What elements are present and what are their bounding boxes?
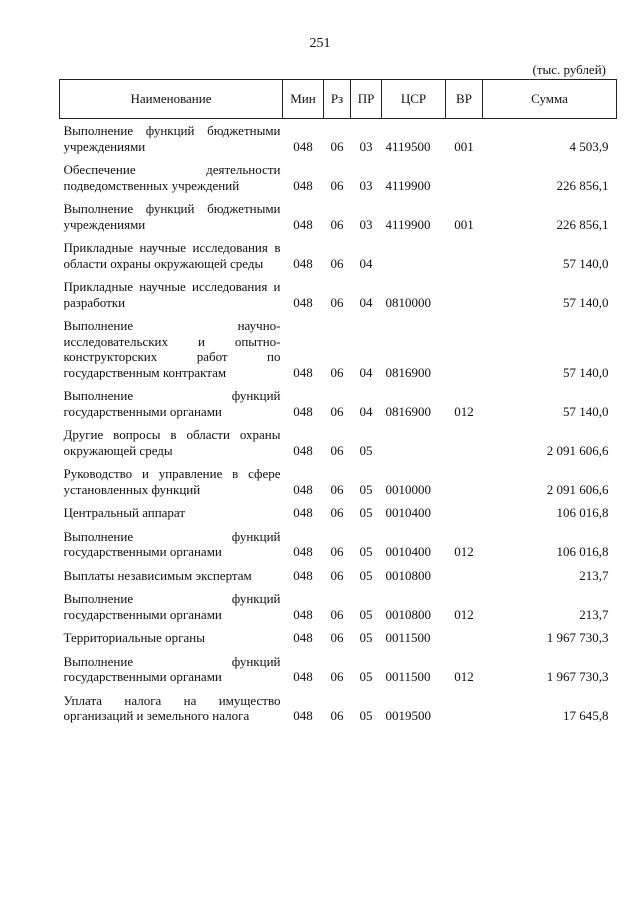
table-row (60, 591, 617, 630)
cell-rz: 06 (330, 505, 344, 520)
cell-csr: 4119900 (385, 216, 431, 232)
cell-min: 048 (293, 505, 313, 520)
cell-name: Обеспечение деятельности подведомственных учреждений (63, 162, 281, 193)
cell-csr: 0816900 (385, 364, 431, 380)
cell-pr: 05 (359, 442, 373, 458)
cell-vr (446, 466, 483, 505)
header-name: Наименование (60, 80, 283, 119)
cell-rz: 06 (330, 669, 344, 684)
cell-sum: 2 091 606,6 (546, 481, 609, 497)
cell-min: 048 (293, 708, 313, 723)
cell-rz: 06 (330, 364, 344, 380)
cell-vr (446, 505, 483, 529)
cell-sum: 1 967 730,3 (546, 630, 609, 645)
cell-rz: 06 (330, 567, 344, 583)
cell-csr: 0010000 (385, 481, 431, 497)
cell-vr (446, 279, 483, 318)
cell-pr: 05 (359, 505, 373, 520)
cell-sum: 213,7 (579, 606, 609, 622)
cell-vr (446, 693, 483, 732)
cell-name: Выполнение функций государственными органами (63, 528, 281, 559)
cell-name: Прикладные научные исследования и разработки (63, 279, 281, 310)
cell-csr (382, 427, 446, 466)
cell-min: 048 (293, 403, 313, 419)
cell-csr: 4119500 (385, 138, 431, 154)
table-row (60, 505, 617, 529)
cell-csr: 0816900 (385, 403, 431, 419)
table-row (60, 654, 617, 693)
cell-name: Выполнение научно-исследовательских и опытно-конструкторских работ по государственным контрактам (63, 318, 281, 380)
cell-pr: 03 (359, 138, 373, 154)
cell-rz: 06 (330, 403, 344, 419)
page-number: 251 (309, 36, 331, 51)
cell-csr: 0010400 (385, 505, 431, 520)
cell-vr: 012 (454, 606, 474, 622)
cell-pr: 04 (359, 294, 373, 310)
cell-rz: 06 (330, 138, 344, 154)
table-row (60, 529, 617, 568)
cell-min: 048 (293, 567, 313, 583)
cell-pr: 05 (359, 708, 373, 723)
cell-rz: 06 (330, 544, 344, 559)
cell-rz: 06 (330, 630, 344, 645)
cell-min: 048 (293, 177, 313, 193)
table-header (60, 80, 617, 119)
table-row (60, 568, 617, 592)
cell-pr: 05 (359, 544, 373, 559)
cell-pr: 03 (359, 177, 373, 193)
cell-min: 048 (293, 481, 313, 497)
cell-rz: 06 (330, 708, 344, 723)
cell-vr (446, 240, 483, 279)
cell-rz: 06 (330, 606, 344, 622)
cell-sum: 57 140,0 (563, 364, 609, 380)
cell-vr (446, 630, 483, 654)
cell-name: Выполнение функций государственными органами (63, 591, 281, 622)
cell-vr (446, 568, 483, 592)
cell-sum: 226 856,1 (556, 216, 609, 232)
cell-pr: 05 (359, 606, 373, 622)
cell-pr: 05 (359, 567, 373, 583)
cell-csr: 0019500 (385, 708, 431, 723)
units-label: (тыс. рублей) (532, 62, 606, 77)
cell-name: Выполнение функций государственными органами (63, 388, 281, 419)
cell-name: Другие вопросы в области охраны окружающей среды (63, 427, 281, 458)
cell-min: 048 (293, 669, 313, 684)
cell-sum: 106 016,8 (556, 544, 609, 559)
cell-name: Уплата налога на имущество организаций и земельного налога (63, 692, 281, 723)
header-sum: Сумма (483, 80, 617, 119)
cell-sum: 106 016,8 (556, 505, 609, 520)
cell-name: Территориальные органы (63, 630, 205, 645)
cell-rz: 06 (330, 442, 344, 458)
cell-csr: 0010400 (385, 544, 431, 559)
table-row (60, 427, 617, 466)
table-row (60, 466, 617, 505)
header-vr: ВР (446, 80, 483, 119)
header-min: Мин (283, 80, 324, 119)
cell-name: Выплаты независимым экспертам (63, 567, 252, 583)
cell-pr: 04 (359, 403, 373, 419)
cell-sum: 57 140,0 (563, 294, 609, 310)
cell-name: Прикладные научные исследования в области охраны окружающей среды (63, 240, 281, 271)
cell-min: 048 (293, 606, 313, 622)
table-row (60, 119, 617, 163)
cell-min: 048 (293, 294, 313, 310)
table-row (60, 162, 617, 201)
cell-csr: 0010800 (385, 567, 431, 583)
cell-pr: 05 (359, 669, 373, 684)
header-row (60, 80, 617, 119)
cell-min: 048 (293, 442, 313, 458)
table-body (60, 119, 617, 732)
cell-sum: 57 140,0 (563, 403, 609, 419)
cell-sum: 17 645,8 (563, 708, 609, 723)
cell-vr (446, 318, 483, 388)
table-row (60, 201, 617, 240)
cell-sum: 226 856,1 (556, 177, 609, 193)
cell-sum: 4 503,9 (569, 138, 609, 154)
cell-vr: 012 (454, 669, 474, 684)
cell-min: 048 (293, 630, 313, 645)
cell-csr (382, 240, 446, 279)
cell-min: 048 (293, 216, 313, 232)
cell-csr: 4119900 (385, 177, 431, 193)
cell-vr: 001 (454, 216, 474, 232)
cell-name: Выполнение функций государственными органами (63, 653, 281, 684)
cell-name: Выполнение функций бюджетными учреждениями (63, 201, 281, 232)
table-row (60, 240, 617, 279)
table-row (60, 630, 617, 654)
cell-sum: 1 967 730,3 (546, 669, 609, 684)
cell-sum: 213,7 (579, 567, 609, 583)
cell-min: 048 (293, 138, 313, 154)
cell-csr: 0810000 (385, 294, 431, 310)
cell-rz: 06 (330, 294, 344, 310)
table-row (60, 388, 617, 427)
header-rz: Рз (324, 80, 351, 119)
cell-pr: 03 (359, 216, 373, 232)
cell-rz: 06 (330, 177, 344, 193)
cell-name: Выполнение функций бюджетными учреждениями (63, 123, 281, 154)
cell-vr (446, 162, 483, 201)
cell-vr: 012 (454, 544, 474, 559)
cell-rz: 06 (330, 216, 344, 232)
header-pr: ПР (351, 80, 382, 119)
table-row (60, 318, 617, 388)
cell-pr: 04 (359, 364, 373, 380)
cell-pr: 05 (359, 630, 373, 645)
cell-name: Центральный аппарат (63, 505, 186, 520)
cell-rz: 06 (330, 481, 344, 497)
cell-min: 048 (293, 364, 313, 380)
cell-vr: 012 (454, 403, 474, 419)
cell-vr: 001 (454, 138, 474, 154)
cell-pr: 04 (359, 255, 373, 271)
cell-pr: 05 (359, 481, 373, 497)
table-row (60, 279, 617, 318)
cell-csr: 0011500 (385, 630, 431, 645)
table-row (60, 693, 617, 732)
cell-rz: 06 (330, 255, 344, 271)
cell-csr: 0010800 (385, 606, 431, 622)
header-csr: ЦСР (382, 80, 446, 119)
cell-vr (446, 427, 483, 466)
cell-min: 048 (293, 255, 313, 271)
cell-min: 048 (293, 544, 313, 559)
budget-table (59, 79, 617, 732)
cell-sum: 57 140,0 (563, 255, 609, 271)
cell-sum: 2 091 606,6 (546, 442, 609, 458)
cell-name: Руководство и управление в сфере установленных функций (63, 466, 281, 497)
cell-csr: 0011500 (385, 669, 431, 684)
